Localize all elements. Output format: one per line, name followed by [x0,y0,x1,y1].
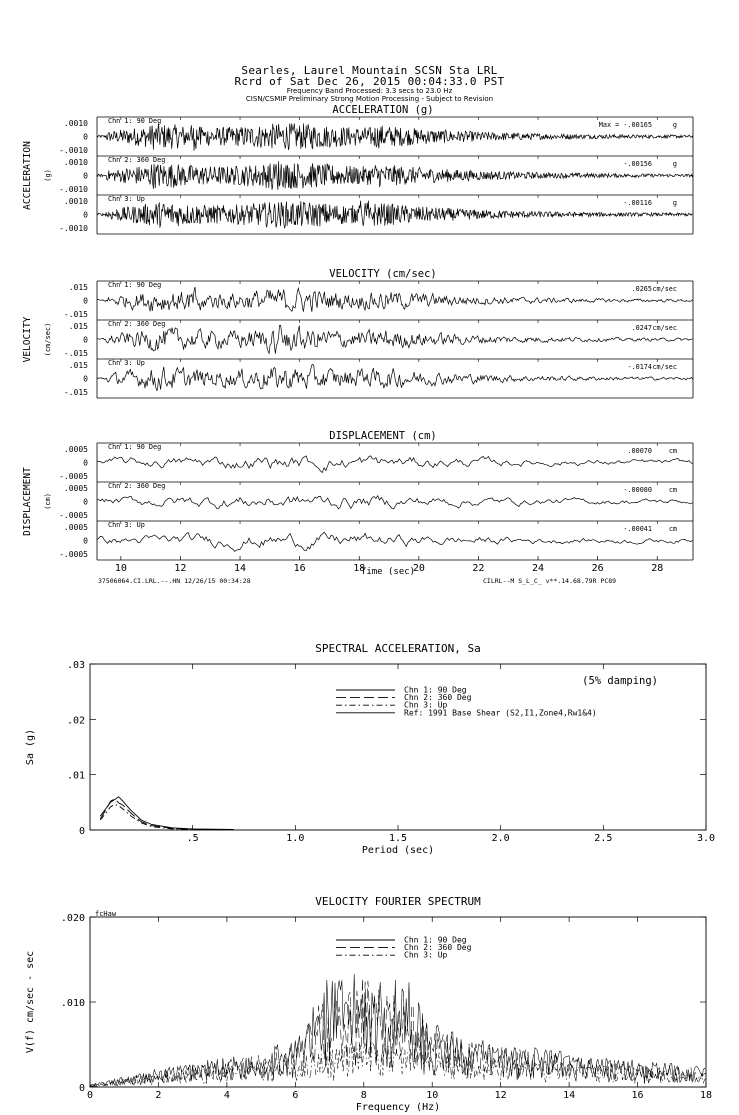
waveform-trace [97,456,692,473]
x-tick-label: 1.5 [388,833,408,844]
disp-tick-bottom: -.0005 [59,550,88,559]
vel-tick-zero: 0 [83,335,88,345]
sa-series-line [100,797,233,830]
channel-unit: g [672,199,677,207]
waveform-trace [97,496,692,509]
time-tick-label: 26 [591,563,604,574]
acc-tick-top: .0010 [63,119,88,128]
y-tick-label: .02 [66,715,85,727]
timeseries-block-acc [22,104,693,234]
waveform-trace [97,364,693,390]
record-title: Rcrd of Sat Dec 26, 2015 00:04:33.0 PST [234,75,505,88]
legend-entry: Chn 1: 90 Deg [404,685,467,695]
acc-side-label: ACCELERATION [22,141,33,210]
acc-tick-zero: 0 [83,132,88,142]
channel-max-value: -.00080 [623,486,652,494]
timeseries-block-vel [22,268,693,398]
sa-series-line [100,805,233,830]
disp-title: DISPLACEMENT (cm) [329,430,437,442]
y-axis-label: Sa (g) [25,728,36,766]
y-tick-label: .020 [60,913,85,924]
channel-unit: cm/sec [652,363,677,371]
disp-tick-bottom: -.0005 [59,511,88,520]
x-tick-label: 6 [292,1090,299,1101]
legend-entry: Chn 2: 360 Deg [404,943,472,953]
fourier-series-line [90,1042,706,1087]
channel-max-value: -.00156 [623,160,652,168]
record-id-footer: 37506064.CI.LRL.--.HN 12/26/15 00:34:28 [98,577,251,585]
channel-label: Chn 3: Up [108,359,145,367]
vel-side-label: VELOCITY [22,316,33,363]
vel-tick-zero: 0 [83,296,88,306]
acc-tick-bottom: -.0010 [59,146,88,155]
y-tick-label: .01 [66,770,85,782]
x-tick-label: .5 [186,833,199,844]
x-tick-label: 2 [155,1090,162,1101]
x-tick-label: 10 [426,1090,439,1101]
legend-entry: Chn 3: Up [404,950,448,960]
vel-tick-bottom: -.015 [63,388,88,397]
channel-label: Chn 2: 360 Deg [108,482,166,490]
vel-tick-top: .015 [68,361,88,370]
time-tick-label: 20 [412,563,425,574]
disp-tick-zero: 0 [83,536,88,546]
chart-frame [90,664,706,830]
vel-tick-bottom: -.015 [63,349,88,358]
time-tick-label: 28 [651,563,664,574]
channel-max-value: -.0174 [627,363,652,371]
processing-id-footer: CILRL--M S_L_C_ v**.14.68.79R PC89 [483,577,617,585]
x-tick-label: 1.0 [286,833,305,844]
waveform-trace [97,325,693,353]
time-axis-label: Time (sec) [360,567,416,577]
x-tick-label: 3.0 [696,833,716,844]
channel-unit: cm [668,525,677,533]
x-axis-label: Period (sec) [361,845,435,856]
acc-unit-label: (g) [44,169,52,182]
x-tick-label: 2.0 [491,833,510,844]
acc-title: ACCELERATION (g) [332,104,434,116]
chart-title: VELOCITY FOURIER SPECTRUM [315,895,481,908]
channel-unit: cm [668,447,677,455]
channel-unit: cm/sec [652,285,677,293]
legend-entry: Chn 1: 90 Deg [404,935,467,945]
legend-entry: Ref: 1991 Base Shear (S2,I1,Zone4,Rw1&4) [404,708,597,718]
channel-label: Chn 1: 90 Deg [108,281,162,289]
x-tick-label: 14 [563,1090,576,1101]
waveform-trace [97,287,693,312]
waveform-trace [97,201,693,228]
channel-unit: cm [668,486,677,494]
time-tick-label: 24 [532,563,545,574]
frequency-band-note: Frequency Band Processed: 3.3 secs to 23.0 Hz [286,87,453,95]
acc-tick-zero: 0 [83,171,88,181]
x-tick-label: 0 [86,1090,94,1101]
y-tick-label: 0 [78,1083,85,1094]
disp-tick-top: .0005 [63,484,88,493]
channel-max-value: Max = -.00165 [598,121,652,129]
acc-tick-bottom: -.0010 [59,224,88,233]
disp-unit-label: (cm) [44,493,52,510]
acc-tick-top: .0010 [63,197,88,206]
y-axis-label: V(f) cm/sec - sec [25,950,36,1054]
disp-tick-top: .0005 [63,523,88,532]
y-tick-label: .03 [66,660,85,671]
channel-max-value: -.00041 [623,525,652,533]
disp-tick-bottom: -.0005 [59,472,88,481]
disp-tick-zero: 0 [83,458,88,468]
channel-max-value: .0265 [631,285,652,293]
acc-tick-top: .0010 [63,158,88,167]
corner-label: fcHaw [95,910,117,918]
vel-tick-bottom: -.015 [63,310,88,319]
x-tick-label: 2.5 [594,833,613,844]
sa-series-line [100,799,233,830]
station-title: Searles, Laurel Mountain SCSN Sta LRL [241,64,498,77]
channel-label: Chn 3: Up [108,195,145,203]
time-tick-label: 14 [234,563,247,574]
y-tick-label: .010 [60,998,85,1009]
x-tick-label: 8 [360,1090,367,1101]
x-axis-label: Frequency (Hz) [355,1102,441,1113]
time-tick-label: 10 [114,563,127,574]
x-tick-label: 12 [494,1090,507,1101]
x-tick-label: 16 [631,1090,644,1101]
fourier-series-line [90,978,706,1086]
time-tick-label: 12 [174,563,187,574]
vel-tick-top: .015 [68,283,88,292]
fourier-series-line [90,974,706,1086]
waveform-trace [97,532,692,551]
chart-title: SPECTRAL ACCELERATION, Sa [315,642,481,655]
chart-frame [90,917,706,1087]
disp-side-label: DISPLACEMENT [22,467,33,536]
waveform-trace [97,161,693,189]
chart-spectral-acceleration [25,642,715,856]
channel-unit: cm/sec [652,324,677,332]
legend-entry: Chn 2: 360 Deg [404,693,472,703]
vel-unit-label: (cm/sec) [44,322,52,357]
x-tick-label: 18 [699,1090,713,1101]
channel-label: Chn 1: 90 Deg [108,443,162,451]
channel-max-value: .0247 [631,324,652,332]
channel-max-value: -.00116 [623,199,652,207]
damping-annotation: (5% damping) [582,675,658,687]
time-tick-label: 22 [472,563,485,574]
y-tick-label: 0 [78,826,85,837]
disp-tick-zero: 0 [83,497,88,507]
timeseries-block-disp [22,430,693,560]
channel-unit: g [672,160,677,168]
acc-tick-bottom: -.0010 [59,185,88,194]
vel-title: VELOCITY (cm/sec) [329,268,437,280]
channel-label: Chn 3: Up [108,521,145,529]
channel-label: Chn 2: 360 Deg [108,156,166,164]
time-tick-label: 18 [353,563,366,574]
vel-tick-zero: 0 [83,374,88,384]
channel-unit: g [672,121,677,129]
time-tick-label: 16 [293,563,306,574]
chart-velocity-fourier-spectrum [25,895,712,1113]
legend-entry: Chn 3: Up [404,700,448,710]
processing-note: CISN/CSMIP Preliminary Strong Motion Processing - Subject to Revision [245,95,494,103]
channel-label: Chn 2: 360 Deg [108,320,166,328]
disp-tick-top: .0005 [63,445,88,454]
acc-tick-zero: 0 [83,210,88,220]
x-tick-label: 4 [223,1090,230,1101]
vel-tick-top: .015 [68,322,88,331]
channel-label: Chn 1: 90 Deg [108,117,162,125]
channel-max-value: .00070 [627,447,652,455]
